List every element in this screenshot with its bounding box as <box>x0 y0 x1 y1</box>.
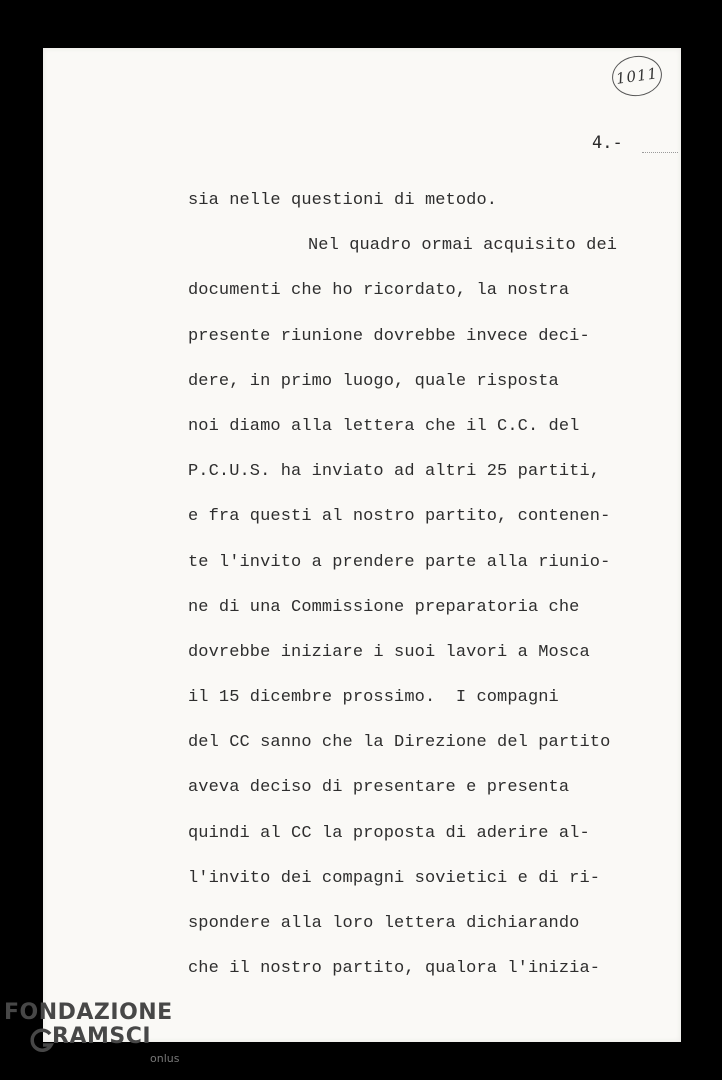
page-edge-mark <box>642 152 678 153</box>
text-line: presente riunione dovrebbe invece deci- <box>188 326 590 346</box>
watermark-line-2: RAMSCI <box>52 1024 152 1049</box>
text-line: aveva deciso di presentare e presenta <box>188 778 570 798</box>
gramsci-g-logo-icon <box>30 1028 54 1054</box>
text-line: che il nostro partito, qualora l'inizia- <box>188 959 601 979</box>
text-line: e fra questi al nostro partito, contenen- <box>188 507 611 527</box>
text-line: P.C.U.S. ha inviato ad altri 25 partiti, <box>188 462 601 482</box>
text-line: quindi al CC la proposta di aderire al- <box>188 823 590 843</box>
text-line: del CC sanno che la Direzione del partito <box>188 733 611 753</box>
text-line: ne di una Commissione preparatoria che <box>188 597 580 617</box>
text-line: Nel quadro ormai acquisito dei <box>308 236 618 256</box>
watermark-line-1: FONDAZIONE <box>4 1000 173 1025</box>
text-line: te l'invito a prendere parte alla riunio- <box>188 552 611 572</box>
text-line: noi diamo alla lettera che il C.C. del <box>188 416 580 436</box>
text-line: il 15 dicembre prossimo. I compagni <box>188 688 559 708</box>
archive-number: 1011 <box>614 64 660 88</box>
text-line: dovrebbe iniziare i suoi lavori a Mosca <box>188 642 590 662</box>
page-number: 4.- <box>592 133 623 153</box>
text-line: dere, in primo luogo, quale risposta <box>188 371 559 391</box>
text-line: documenti che ho ricordato, la nostra <box>188 281 570 301</box>
text-line: sia nelle questioni di metodo. <box>188 191 498 210</box>
text-line: spondere alla loro lettera dichiarando <box>188 914 580 933</box>
document-body <box>188 187 678 1000</box>
text-line: l'invito dei compagni sovietici e di ri- <box>188 868 601 888</box>
watermark-suffix: onlus <box>150 1052 180 1065</box>
foundation-watermark <box>4 1000 184 1070</box>
